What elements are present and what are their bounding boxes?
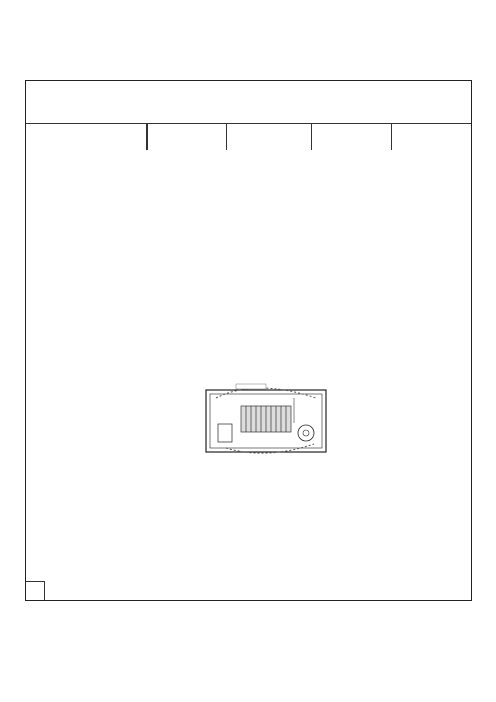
grid-page xyxy=(391,124,471,150)
grid-discipline xyxy=(146,124,226,150)
exam-title xyxy=(425,92,465,100)
lesson-line xyxy=(435,108,465,116)
dryer-figure xyxy=(196,378,336,463)
score-grid xyxy=(26,123,471,150)
exam-sheet xyxy=(25,80,472,601)
dryer-diagram xyxy=(196,378,336,463)
grid-total xyxy=(26,124,148,150)
grid-activity xyxy=(226,124,311,150)
footer-score xyxy=(26,581,45,600)
grid-attendance xyxy=(311,124,391,150)
